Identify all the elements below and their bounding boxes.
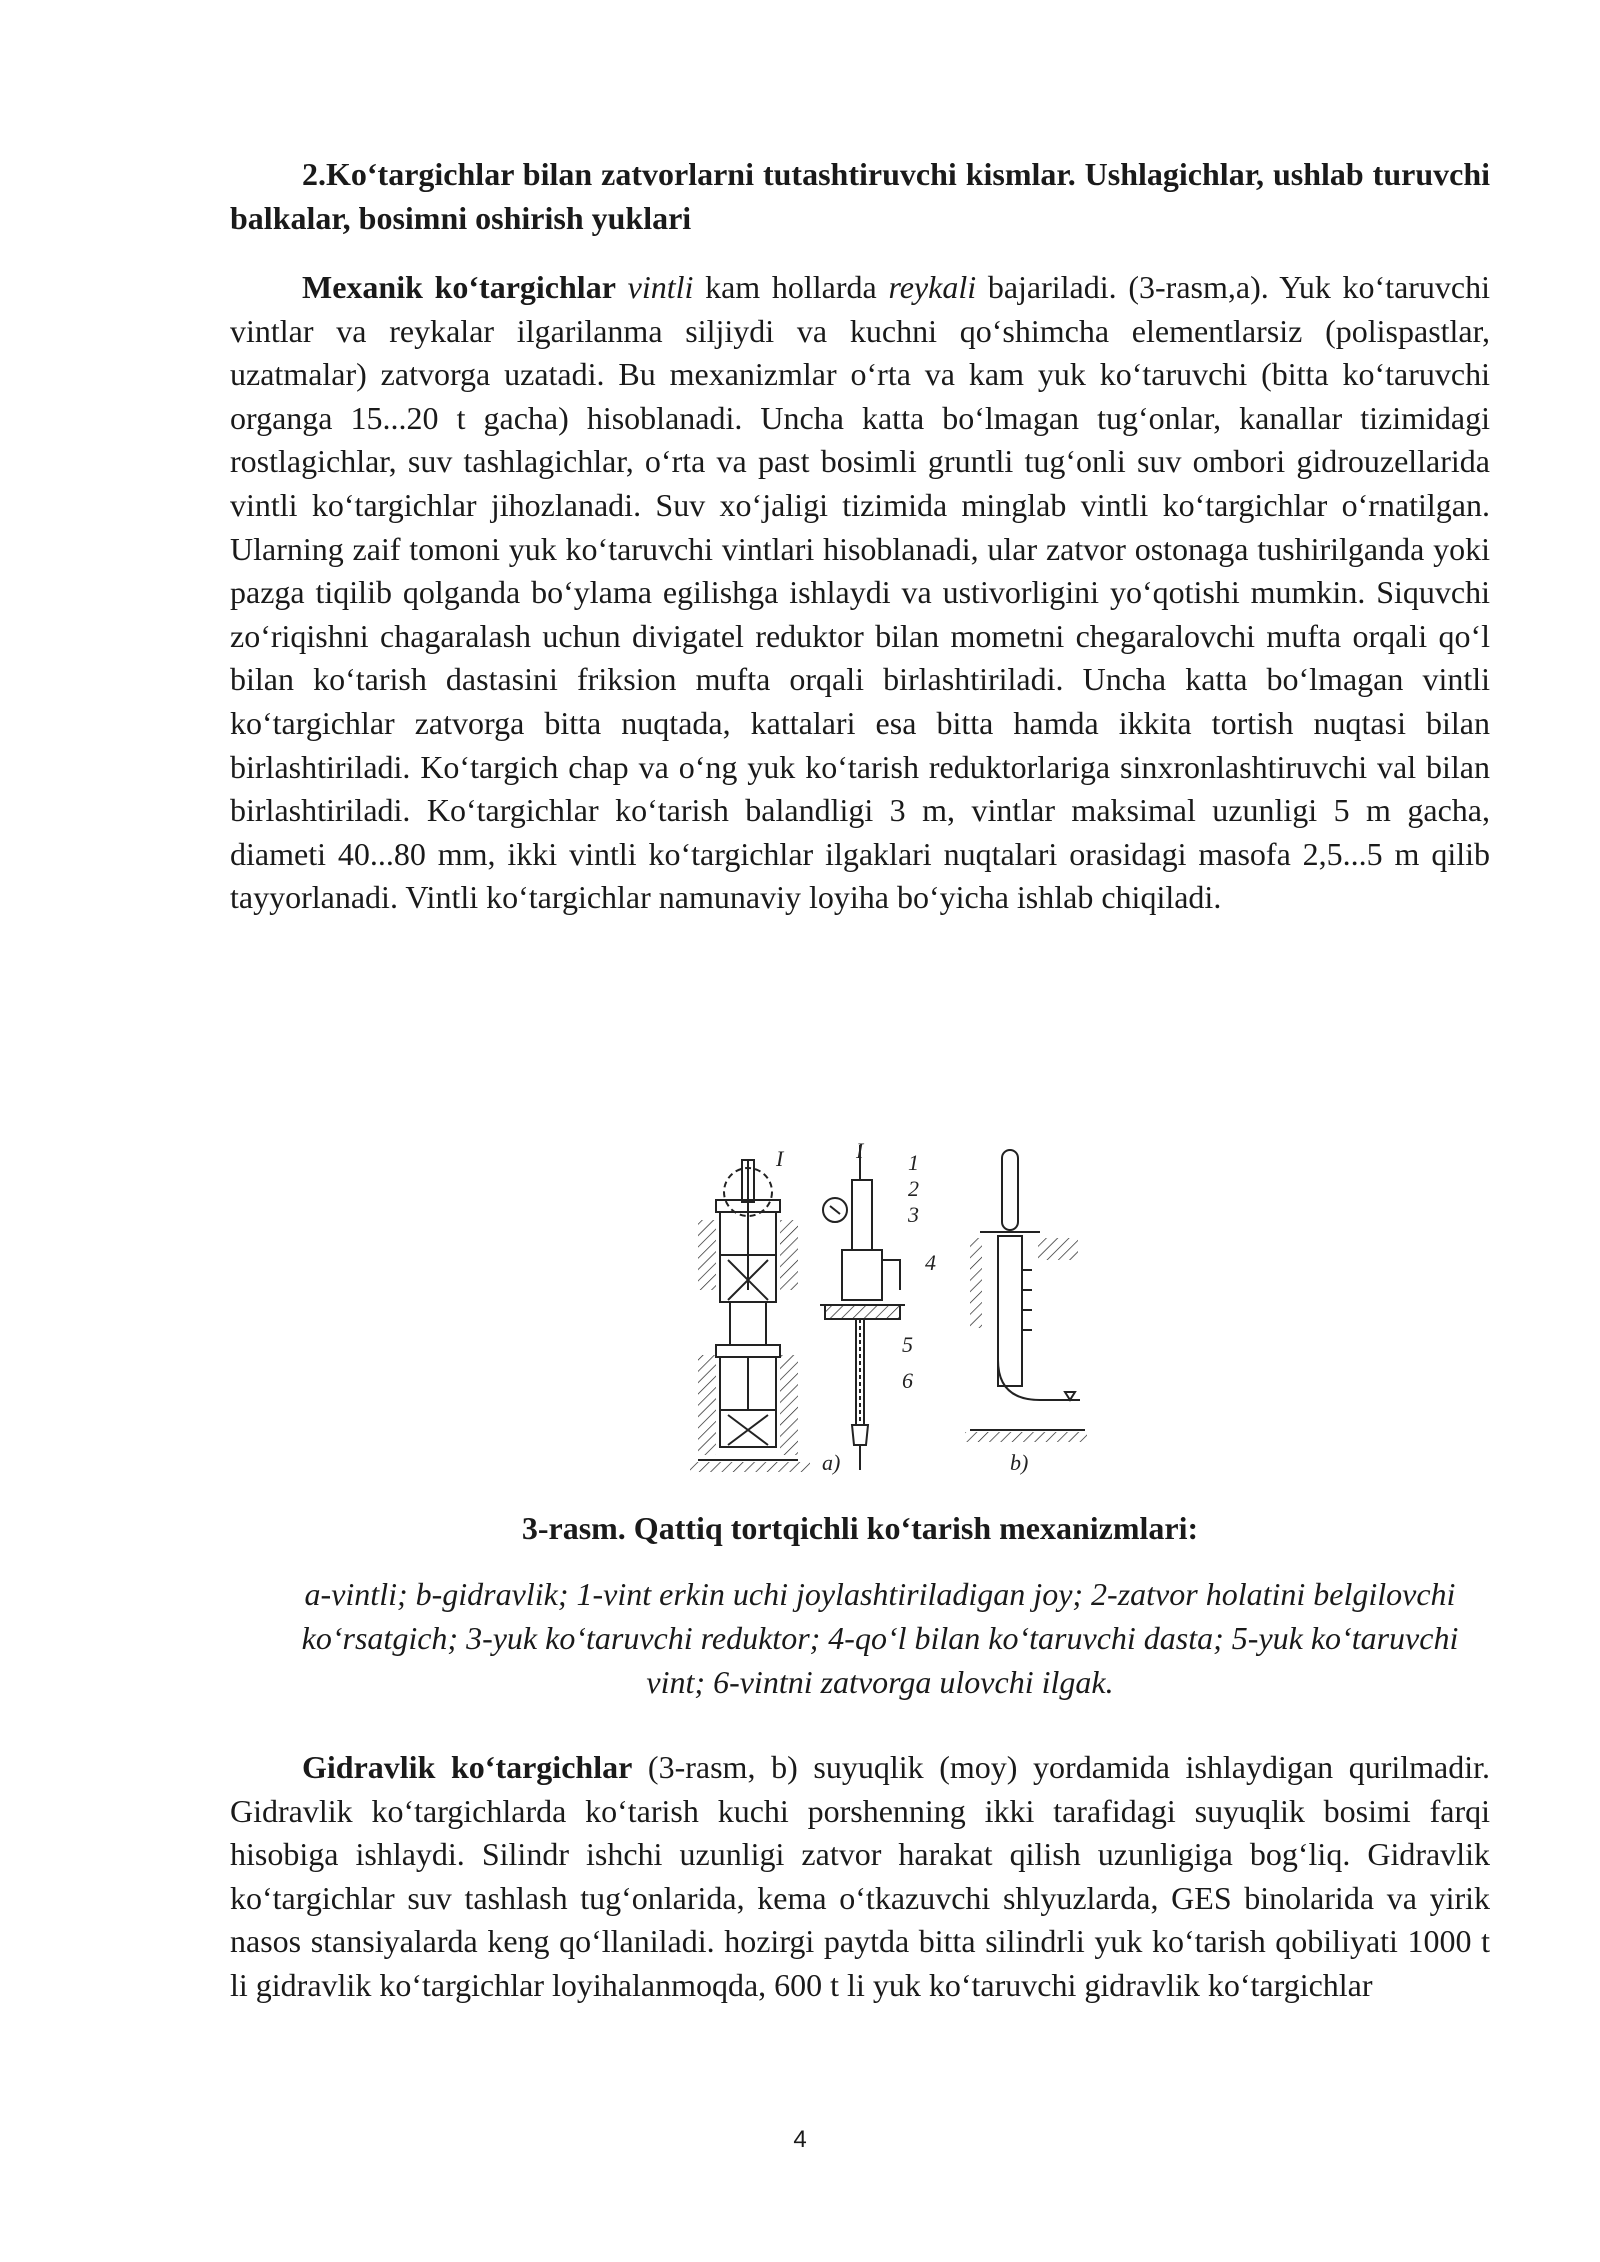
label-a: a) bbox=[822, 1450, 841, 1475]
label-I-top: I bbox=[856, 1140, 864, 1163]
figure-caption-title: 3-rasm. Qattiq tortqichli koʻtarish mexanizmlari: bbox=[521, 1510, 1199, 1546]
figure-caption-legend: a-vintli; b-gidravlik; 1-vint erkin uchi joylashtiriladigan joy; 2-zatvor holatini belgilovchi koʻrsatgich; 3-yuk koʻtaruvchi reduktor; 4-qoʻl bilan koʻtaruvchi dasta; 5-yuk koʻtaruvchi vint; 6-vintni zatvorga ulovchi ilgak. bbox=[301, 1576, 1459, 1700]
label-5: 5 bbox=[902, 1332, 913, 1357]
italic-term-vintli: vintli bbox=[627, 269, 694, 305]
page-number: 4 bbox=[793, 2126, 807, 2153]
section-heading: 2.Koʻtargichlar bilan zatvorlarni tutashtiruvchi kismlar. Ushlagichlar, ushlab turuvchi balkalar, bosimni oshirish yuklari bbox=[230, 156, 1490, 236]
label-3: 3 bbox=[908, 1202, 919, 1227]
label-2: 2 bbox=[908, 1176, 919, 1201]
paragraph-lead-term: Mexanik koʻtargichlar bbox=[302, 269, 616, 305]
label-I-left: I bbox=[776, 1146, 784, 1171]
label-1: 1 bbox=[908, 1150, 919, 1175]
screw-hoist-middle-assembly bbox=[820, 1145, 905, 1470]
paragraph-lead-term: Gidravlik koʻtargichlar bbox=[302, 1749, 633, 1785]
label-4: 4 bbox=[925, 1250, 936, 1275]
figure-hoist-mechanisms bbox=[680, 1140, 1100, 1490]
text-span bbox=[616, 269, 628, 305]
screw-hoist-left-assembly bbox=[690, 1160, 810, 1472]
paragraph-body: bajariladi. (3-rasm,a). Yuk koʻtaruvchi vintlar va reykalar ilgarilanma siljiydi va kuchni qoʻshimcha elementlarsiz (polispastlar, uzatmalar) zatvorga uzatadi. Bu mexanizmlar oʻrta va kam yuk koʻtaruvchi (bitta koʻtaruvchi organga 15...20 t gacha) hisoblanadi. Uncha katta boʻlmagan tugʻonlar, kanallar tizimidagi rostlagichlar, suv tashlagichlar, oʻrta va past bosimli gruntli tugʻonli suv ombori gidrouzellarida vintli koʻtargichlar jihozlanadi. Suv xoʻjaligi tizimida minglab vintli koʻtargichlar oʻrnatilgan. Ularning zaif tomoni yuk koʻtaruvchi vintlari hisoblanadi, ular zatvor ostonaga tushirilganda yoki pazga tiqilib qolganda boʻylama egilishga ishlaydi va ustivorligini yoʻqotishi mumkin. Siquvchi zoʻriqishni chagaralash uchun divigatel reduktor bilan mometni chegaralovchi mufta orqali qoʻl bilan koʻtarish dastasini friksion mufta orqali birlashtiriladi. Uncha katta boʻlmagan vintli koʻtargichlar zatvorga bitta nuqtada, kattalari esa bitta hamda ikkita tortish nuqtasi bilan birlashtiriladi. Koʻtargich chap va oʻng yuk koʻtarish reduktorlariga sinxronlashtiruvchi val bilan birlashtiriladi. Koʻtargichlar koʻtarish balandligi 3 m, vintlar maksimal uzunligi 5 m gacha, diameti 40...80 mm, ikki vintli koʻtargichlar ilgaklari nuqtalari orasidagi masofa 2,5...5 m qilib tayyorlanadi. Vintli koʻtargichlar namunaviy loyiha boʻyicha ishlab chiqiladi. bbox=[230, 269, 1491, 916]
italic-term-reykali: reykali bbox=[888, 269, 977, 305]
paragraph-hydraulic-hoists bbox=[230, 1746, 1490, 2008]
label-b: b) bbox=[1010, 1450, 1029, 1475]
hydraulic-hoist-right-assembly bbox=[965, 1150, 1087, 1442]
hoist-diagram bbox=[680, 1140, 1100, 1490]
paragraph-mechanical-hoists bbox=[230, 266, 1490, 920]
text-span: kam hollarda bbox=[693, 269, 889, 305]
paragraph-body: (3-rasm, b) suyuqlik (moy) yordamida ishlaydigan qurilmadir. Gidravlik koʻtargichlarda koʻtarish kuchi porshenning ikki tarafidagi suyuqlik bosimi farqi hisobiga ishlaydi. Silindr ishchi uzunligi zatvor harakat qilish uzunligiga bogʻliq. Gidravlik koʻtargichlar suv tashlash tugʻonlarida, kema oʻtkazuvchi shlyuzlarda, GES binolarida va yirik nasos stansiyalarda keng qoʻllaniladi. hozirgi paytda bitta silindrli yuk koʻtarish qobiliyati 1000 t li gidravlik koʻtargichlar loyihalanmoqda, 600 t li yuk koʻtaruvchi gidravlik koʻtargichlar bbox=[230, 1749, 1491, 2003]
label-6: 6 bbox=[902, 1368, 913, 1393]
